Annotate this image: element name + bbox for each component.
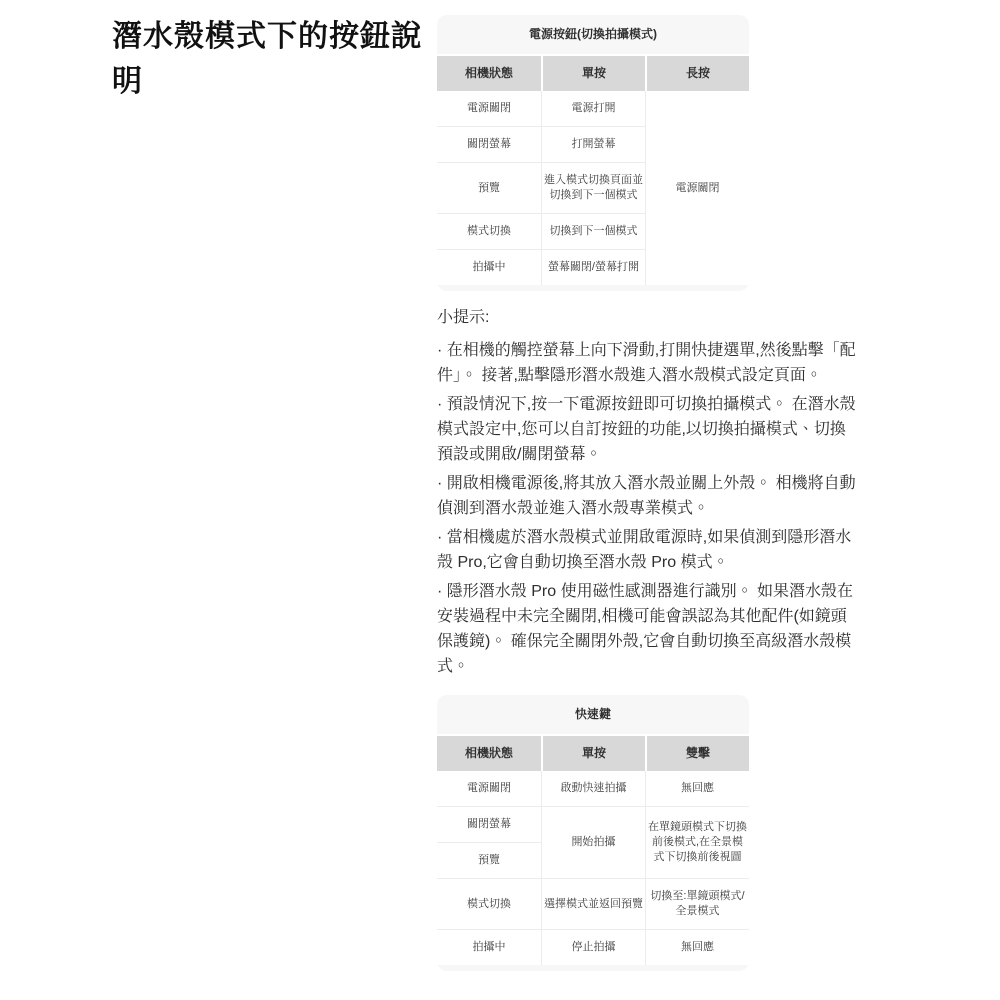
column-header-single-press: 單按	[541, 734, 645, 771]
column-header-single-press: 單按	[541, 54, 645, 91]
cell-camera-state: 電源關閉	[437, 91, 541, 126]
tip-item: · 在相機的觸控螢幕上向下滑動,打開快捷選單,然後點擊「配件」。 接著,點擊隱形潛水殼進入潛水殼模式設定頁面。	[437, 342, 856, 384]
cell-single-press: 進入模式切換頁面並切換到下一個模式	[541, 162, 645, 213]
cell-camera-state: 模式切換	[437, 213, 541, 249]
cell-camera-state: 關閉螢幕	[437, 806, 541, 842]
table-row	[437, 929, 749, 965]
column-header-double-click: 雙擊	[645, 734, 749, 771]
power-button-table	[437, 15, 749, 291]
quick-key-table	[437, 695, 749, 971]
column-header-camera-state: 相機狀態	[437, 734, 541, 771]
cell-double-click: 切換至:單鏡頭模式/全景模式	[645, 878, 749, 929]
cell-double-click-merged: 在單鏡頭模式下切換前後模式,在全景模式下切換前後視圖	[645, 806, 749, 878]
table-row	[437, 771, 749, 806]
column-header-long-press: 長按	[645, 54, 749, 91]
cell-single-press: 電源打開	[541, 91, 645, 126]
quick-key-table-title: 快速鍵	[437, 695, 749, 734]
cell-camera-state: 預覽	[437, 842, 541, 878]
cell-camera-state: 模式切換	[437, 878, 541, 929]
cell-camera-state: 預覽	[437, 162, 541, 213]
cell-long-press-merged: 電源關閉	[645, 91, 749, 285]
cell-camera-state: 拍攝中	[437, 929, 541, 965]
cell-single-press: 切換到下一個模式	[541, 213, 645, 249]
table-header-row	[437, 54, 749, 91]
table-header-row	[437, 734, 749, 771]
power-button-table-title: 電源按鈕(切換拍攝模式)	[437, 15, 749, 54]
content-column	[437, 15, 877, 971]
cell-single-press-merged: 開始拍攝	[541, 806, 645, 878]
tips-heading: 小提示:	[437, 309, 490, 326]
cell-double-click: 無回應	[645, 771, 749, 806]
cell-single-press: 啟動快速拍攝	[541, 771, 645, 806]
tip-item: · 當相機處於潛水殼模式並開啟電源時,如果偵測到隱形潛水殼 Pro,它會自動切換至潛水殼 Pro 模式。	[437, 529, 852, 571]
tip-item: · 隱形潛水殼 Pro 使用磁性感測器進行識別。 如果潛水殼在安裝過程中未完全關閉,相機可能會誤認為其他配件(如鏡頭保護鏡)。 確保完全關閉外殼,它會自動切換至高級潛水殼模式。	[437, 583, 854, 675]
page-title: 潛水殼模式下的按鈕說明	[112, 20, 422, 98]
cell-double-click: 無回應	[645, 929, 749, 965]
tips-section	[437, 305, 857, 679]
quick-key-table-grid	[437, 734, 749, 965]
cell-single-press: 停止拍攝	[541, 929, 645, 965]
table-row	[437, 878, 749, 929]
table-row	[437, 91, 749, 126]
cell-camera-state: 電源關閉	[437, 771, 541, 806]
tip-item: · 開啟相機電源後,將其放入潛水殼並關上外殼。 相機將自動偵測到潛水殼並進入潛水殼專業模式。	[437, 475, 856, 517]
cell-camera-state: 關閉螢幕	[437, 126, 541, 162]
table-row	[437, 806, 749, 842]
tip-item: · 預設情況下,按一下電源按鈕即可切換拍攝模式。 在潛水殼模式設定中,您可以自訂按鈕的功能,以切換拍攝模式、切換預設或開啟/關閉螢幕。	[437, 396, 856, 463]
cell-single-press: 螢幕關閉/螢幕打開	[541, 249, 645, 285]
column-header-camera-state: 相機狀態	[437, 54, 541, 91]
cell-camera-state: 拍攝中	[437, 249, 541, 285]
power-button-table-grid	[437, 54, 749, 285]
cell-single-press: 打開螢幕	[541, 126, 645, 162]
cell-single-press: 選擇模式並返回預覽	[541, 878, 645, 929]
